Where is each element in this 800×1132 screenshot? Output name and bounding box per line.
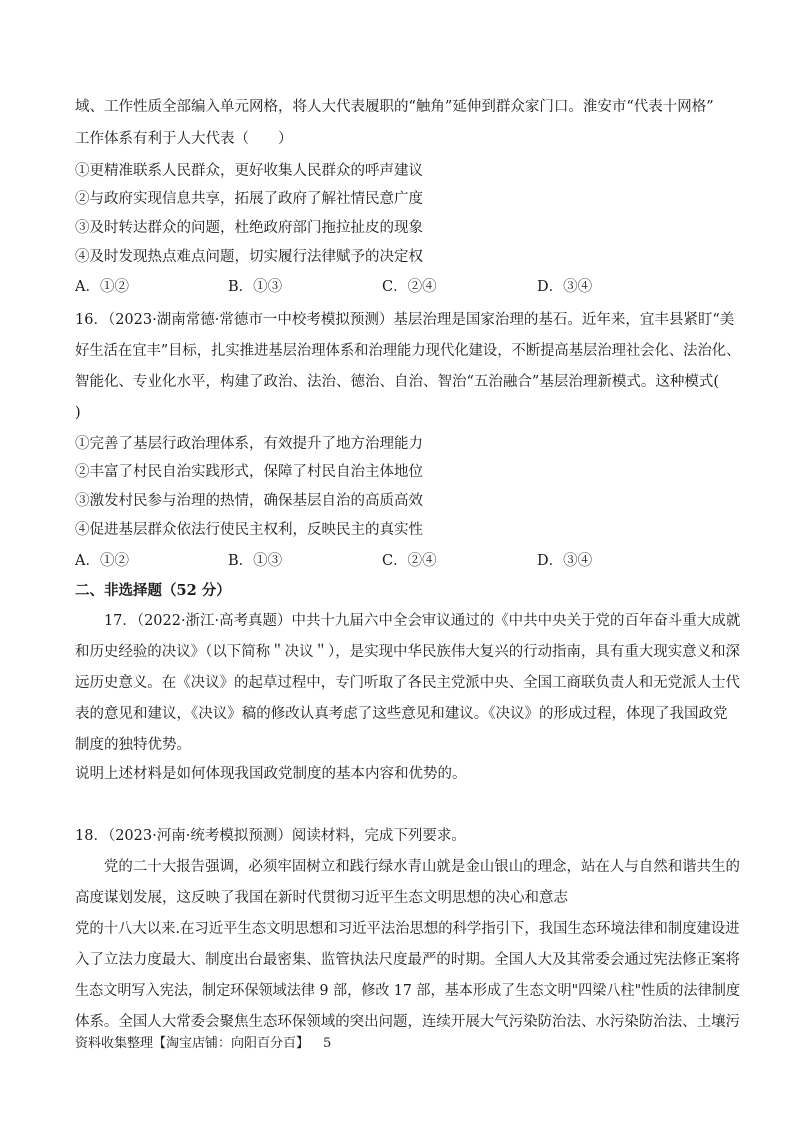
q15-option-b: B．①③ [228,279,283,295]
q16-option-a: A．①② [75,553,129,569]
q16-option-b: B．①③ [228,553,283,569]
q15-option-c: C．②④ [382,279,437,295]
q16-statement-2: ②丰富了村民自治实践形式，保障了村民自治主体地位 [75,464,423,480]
q17-prompt: 说明上述材料是如何体现我国政党制度的基本内容和优势的。 [75,766,467,782]
q18-line-7: 体系。全国人大常委会聚焦生态环保领域的突出问题，连续开展大气污染防治法、水污染防治法、土壤污 [75,1014,740,1030]
section-heading: 二、非选择题（52 分） [75,582,231,599]
q15-statement-4: ④及时发现热点难点问题，切实履行法律赋予的决定权 [75,249,423,265]
q18-line-5: 入了立法力度最大、制度出台最密集、监管执法尺度最严的时期。全国人大及其常委会通过宪法修正案将 [75,952,740,968]
q16-option-c: C．②④ [382,553,437,569]
q15-option-a: A．①② [75,279,129,295]
q16-line-3: 智能化、专业化水平，构建了政治、法治、德治、自治、智治“五治融合”基层治理新模式。这种模式( [75,374,719,390]
page-footer [75,1035,331,1053]
q15-line-2: 工作体系有利于人大代表（ ） [75,131,293,147]
q16-line-4: ) [75,405,81,421]
footer-text: 资料收集整理【淘宝店铺：向阳百分百】 [75,1036,310,1051]
q18-line-3: 高度谋划发展，这反映了我国在新时代贯彻习近平生态文明思想的决心和意志 [75,890,568,906]
q16-statement-4: ④促进基层群众依法行使民主权利，反映民主的真实性 [75,522,423,538]
q16-statement-3: ③激发村民参与治理的热情，确保基层自治的高质高效 [75,493,423,509]
q15-statement-3: ③及时转达群众的问题，杜绝政府部门拖拉扯皮的现象 [75,220,423,236]
q18-line-4: 党的十八大以来.在习近平生态文明思想和习近平法治思想的科学指引下，我国生态环境法律和制度建设进 [75,921,740,937]
q17-line-2: 和历史经验的决议》（以下简称＂决议＂），是实现中华民族伟大复兴的行动指南，具有重大现实意义和深 [75,644,740,660]
q17-line-5: 制度的独特优势。 [75,737,191,753]
q15-line-1: 域、工作性质全部编入单元网格，将人大代表履职的“触角”延伸到群众家门口。淮安市“代表十网格” [75,99,714,115]
q18-line-1: 18．（2023·河南·统考模拟预测）阅读材料，完成下列要求。 [75,828,466,844]
q15-option-d: D．③④ [537,279,593,295]
q16-line-1: 16．（2023·湖南常德·常德市一中校考模拟预测）基层治理是国家治理的基石。近年来，宜丰县紧盯“美 [75,312,735,328]
page-number: 5 [323,1036,332,1051]
q18-line-2: 党的二十大报告强调，必须牢固树立和践行绿水青山就是金山银山的理念，站在人与自然和谐共生的 [75,859,740,875]
q16-statement-1: ①完善了基层行政治理体系，有效提升了地方治理能力 [75,436,423,452]
q17-line-3: 远历史意义。在《决议》的起草过程中，专门听取了各民主党派中央、全国工商联负责人和无党派人士代 [75,675,740,691]
q15-statement-1: ①更精准联系人民群众，更好收集人民群众的呼声建议 [75,163,423,179]
q16-option-d: D．③④ [537,553,593,569]
q16-line-2: 好生活在宜丰”目标，扎实推进基层治理体系和治理能力现代化建设，不断提高基层治理社会化、法治化、 [75,343,741,359]
q15-statement-2: ②与政府实现信息共享，拓展了政府了解社情民意广度 [75,191,423,207]
q18-line-6: 生态文明写入宪法，制定环保领域法律 9 部，修改 17 部，基本形成了生态文明"四梁八柱"性质的法律制度 [75,983,740,999]
q17-line-4: 表的意见和建议，《决议》稿的修改认真考虑了这些意见和建议。《决议》的形成过程，体现了我国政党 [75,706,728,722]
q17-line-1: 17．（2022·浙江·高考真题）中共十九届六中全会审议通过的《中共中央关于党的百年奋斗重大成就 [75,613,741,629]
